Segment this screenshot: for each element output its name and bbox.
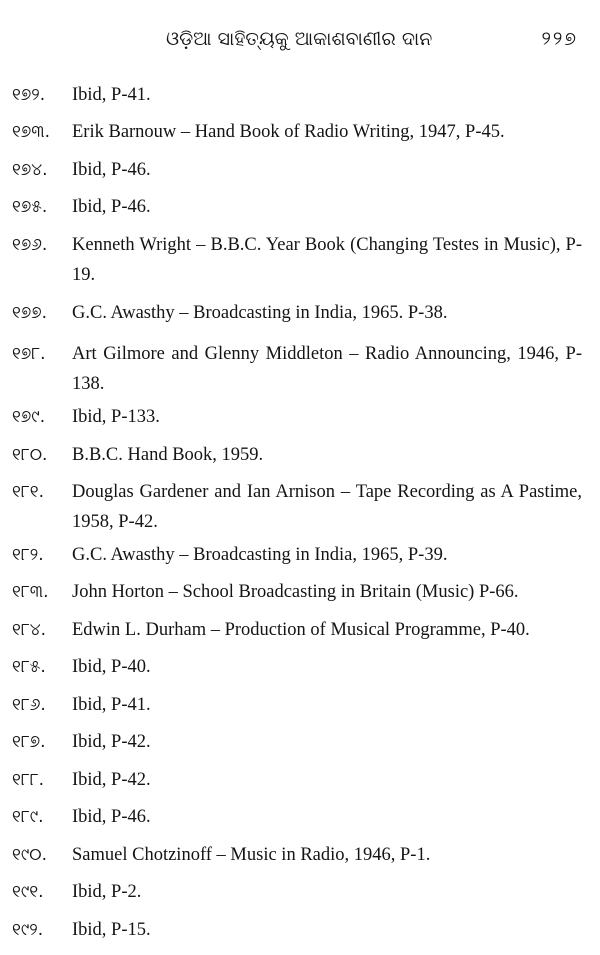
note-text: Kenneth Wright – B.B.C. Year Book (Changing Testes in Music), P-19. <box>72 235 582 285</box>
page-header <box>0 28 600 62</box>
list-item <box>12 402 582 432</box>
note-text: B.B.C. Hand Book, 1959. <box>72 445 264 465</box>
note-text: G.C. Awasthy – Broadcasting in India, 1965, P-39. <box>72 545 448 565</box>
list-item <box>12 440 582 470</box>
note-text: Art Gilmore and Glenny Middleton – Radio Announcing, 1946, P-138. <box>72 344 582 394</box>
note-number: ୧୮୦. <box>12 445 48 465</box>
note-number: ୧୯୧. <box>12 882 44 902</box>
list-item <box>12 298 582 328</box>
list-item <box>12 155 582 185</box>
note-number: ୧୮୭. <box>12 732 46 752</box>
note-text: Ibid, P-40. <box>72 657 151 677</box>
list-item <box>12 80 582 110</box>
note-number: ୧୭୩. <box>12 122 51 142</box>
note-text: Ibid, P-41. <box>72 85 151 105</box>
note-text: Ibid, P-46. <box>72 197 151 217</box>
note-text: Ibid, P-2. <box>72 882 142 902</box>
note-text: Douglas Gardener and Ian Arnison – Tape Recording as A Pastime, 1958, P-42. <box>72 482 582 532</box>
note-text: John Horton – School Broadcasting in Britain (Music) P-66. <box>72 582 519 602</box>
list-item <box>12 727 582 757</box>
note-number: ୧୭୪. <box>12 160 48 180</box>
list-item <box>12 540 582 570</box>
note-text: G.C. Awasthy – Broadcasting in India, 1965. P-38. <box>72 303 448 323</box>
note-text: Samuel Chotzinoff – Music in Radio, 1946, P-1. <box>72 845 431 865</box>
list-item <box>12 652 582 682</box>
note-text: Ibid, P-15. <box>72 920 151 940</box>
note-number: ୧୭୮. <box>12 344 46 364</box>
list-item <box>12 117 582 147</box>
list-item <box>12 615 582 645</box>
note-number: ୧୮୧. <box>12 482 44 502</box>
note-number: ୧୭୭. <box>12 303 48 323</box>
list-item <box>12 192 582 222</box>
note-text: Ibid, P-41. <box>72 695 151 715</box>
note-text: Ibid, P-46. <box>72 807 151 827</box>
note-number: ୧୮୫. <box>12 657 46 677</box>
note-text: Edwin L. Durham – Production of Musical Programme, P-40. <box>72 620 530 640</box>
note-number: ୧୮୮. <box>12 770 45 790</box>
note-text: Ibid, P-46. <box>72 160 151 180</box>
list-item <box>12 802 582 832</box>
note-number: ୧୮୬. <box>12 695 46 715</box>
list-item <box>12 477 582 537</box>
page-number: ୨୨୭ <box>541 28 578 50</box>
note-text: Ibid, P-42. <box>72 770 151 790</box>
running-title: ଓଡ଼ିଆ ସାହିତ୍ୟକୁ ଆକାଶବାଣୀର ଦାନ <box>166 28 433 50</box>
note-number: ୧୭୯. <box>12 407 46 427</box>
note-number: ୧୮୨. <box>12 545 44 565</box>
note-number: ୧୭୬. <box>12 235 48 255</box>
list-item <box>12 840 582 870</box>
note-number: ୧୭୫. <box>12 197 48 217</box>
note-number: ୧୮୩. <box>12 582 49 602</box>
list-item <box>12 577 582 607</box>
list-item <box>12 690 582 720</box>
note-text: Erik Barnouw – Hand Book of Radio Writing, 1947, P-45. <box>72 122 505 142</box>
note-number: ୧୮୪. <box>12 620 47 640</box>
list-item <box>12 877 582 907</box>
list-item <box>12 230 582 290</box>
note-number: ୧୯୦. <box>12 845 48 865</box>
list-item <box>12 915 582 945</box>
note-number: ୧୮୯. <box>12 807 44 827</box>
note-text: Ibid, P-42. <box>72 732 151 752</box>
note-text: Ibid, P-133. <box>72 407 160 427</box>
list-item <box>12 339 582 399</box>
note-number: ୧୯୨. <box>12 920 44 940</box>
note-number: ୧୭୨. <box>12 85 46 105</box>
list-item <box>12 765 582 795</box>
